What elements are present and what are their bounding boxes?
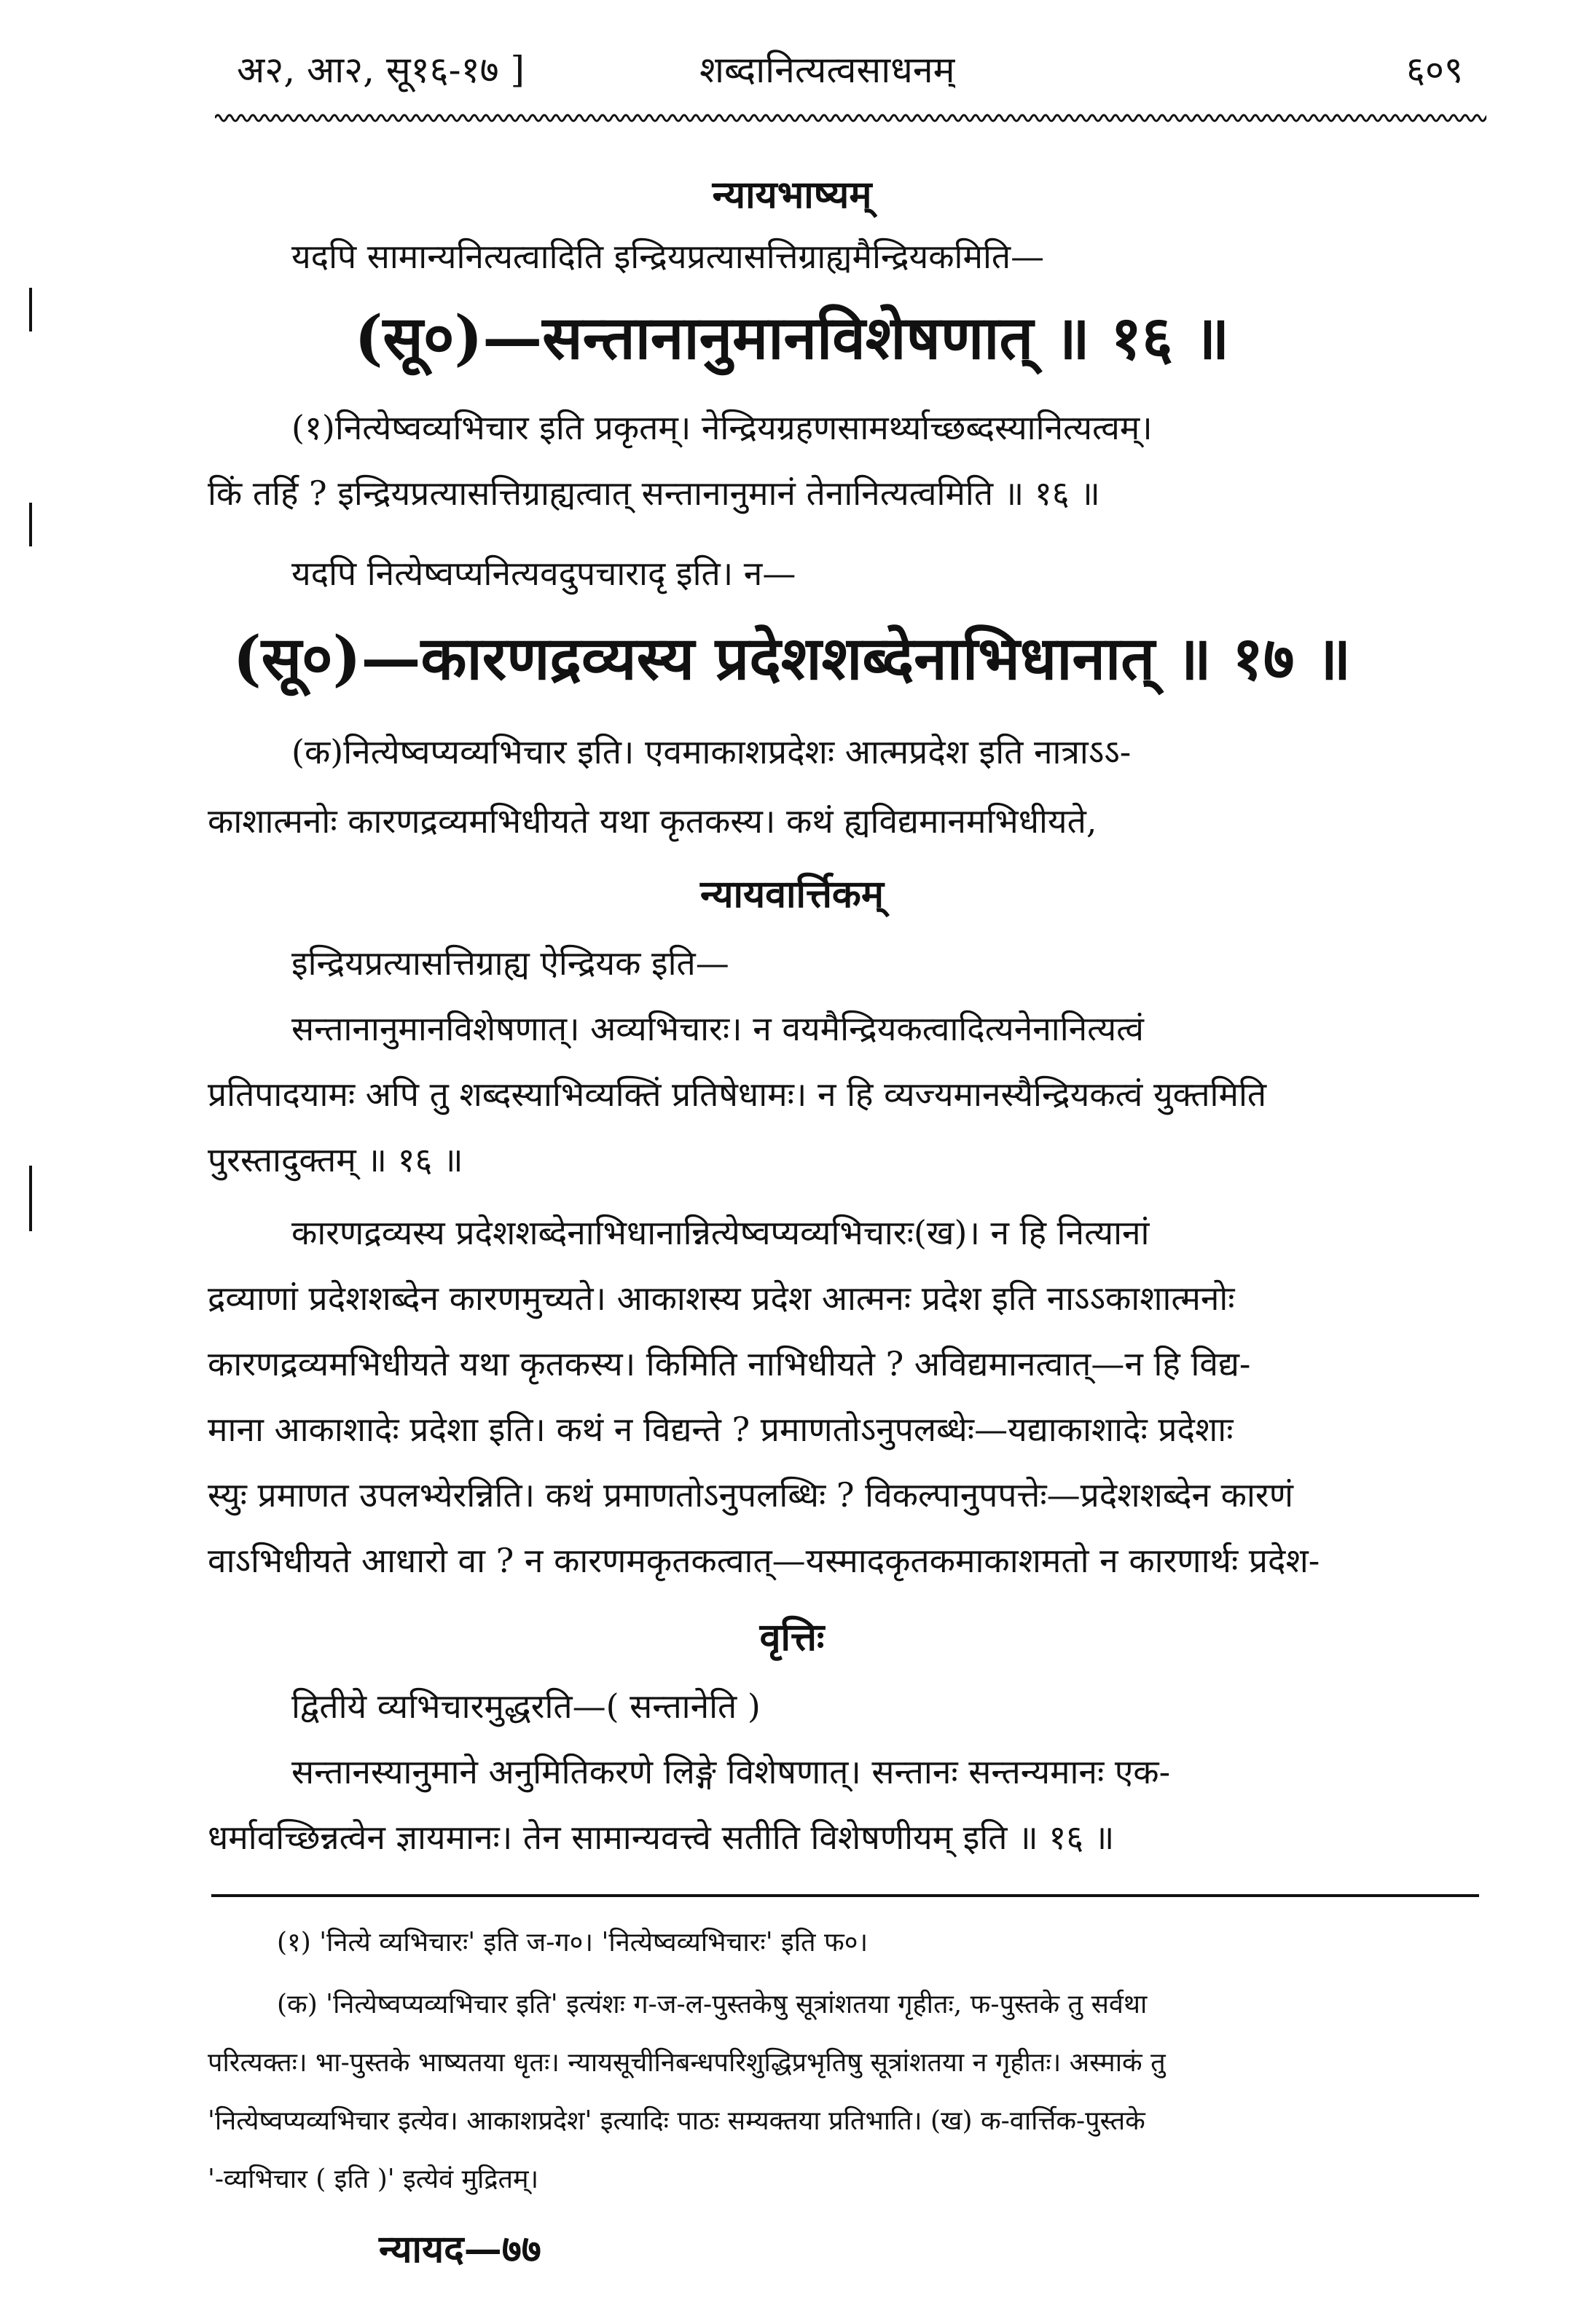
commentary-17-line-1: (क)नित्येष्वप्यव्यभिचार इति। एवमाकाशप्रदेशः आत्मप्रदेश इति नात्राऽऽ- <box>291 732 1132 772</box>
footnote-k-line-4: '-व्यभिचार ( इति )' इत्येवं मुद्रितम्। <box>208 2164 539 2194</box>
varttika-line: कारणद्रव्यस्य प्रदेशशब्देनाभिधानान्नित्येष्वप्यव्यभिचारः(ख)। न हि नित्यानां <box>291 1213 1150 1252</box>
commentary-16-line-2: किं तर्हि ? इन्द्रियप्रत्यासत्तिग्राह्यत्वात् सन्तानानुमानं तेनानित्यत्वमिति ॥ १६ ॥ <box>208 474 1100 513</box>
varttika-line: इन्द्रियप्रत्यासत्तिग्राह्य ऐन्द्रियक इति— <box>291 943 729 983</box>
running-head-title: शब्दानित्यत्वसाधनम् <box>699 49 955 91</box>
varttika-line: प्रतिपादयामः अपि तु शब्दस्याभिव्यक्तिं प्रतिषेधामः। न हि व्यज्यमानस्यैन्द्रियकत्वं युक्तमिति <box>208 1075 1267 1114</box>
varttika-line: स्युः प्रमाणत उपलभ्येरन्निति। कथं प्रमाणतोऽनुपलब्धिः ? विकल्पानुपपत्तेः—प्रदेशशब्देन कारणं <box>208 1475 1293 1515</box>
vritti-line: सन्तानस्यानुमाने अनुमितिकरणे लिङ्गे विशेषणात्। सन्तानः सन्तन्यमानः एक- <box>291 1752 1171 1791</box>
varttika-line: माना आकाशादेः प्रदेशा इति। कथं न विद्यन्ते ? प्रमाणतोऽनुपलब्धेः—यद्याकाशादेः प्रदेशाः <box>208 1410 1234 1449</box>
sutra-16: (सू०)—सन्तानानुमानविशेषणात् ॥ १६ ॥ <box>354 303 1230 373</box>
margin-mark <box>29 1166 32 1231</box>
varttika-line: पुरस्तादुक्तम् ॥ १६ ॥ <box>208 1140 463 1179</box>
running-head-reference: अ२, आ२, सू१६-१७ ] <box>237 49 525 91</box>
footnote-k-line-1: (क) 'नित्येष्वप्यव्यभिचार इति' इत्यंशः ग-ज-ल-पुस्तकेषु सूत्रांशतया गृहीतः, फ-पुस्तके तु सर्वथा <box>277 1990 1148 2019</box>
vritti-line: धर्मावच्छिन्नत्वेन ज्ञायमानः। तेन सामान्यवत्त्वे सतीति विशेषणीयम् इति ॥ १६ ॥ <box>208 1818 1115 1857</box>
margin-mark <box>29 503 32 546</box>
footnote-k-line-2: परित्यक्तः। भा-पुस्तके भाष्यतया धृतः। न्यायसूचीनिबन्धपरिशुद्धिप्रभृतिषु सूत्रांशतया न गृहीतः। अस्माकं तु <box>208 2048 1166 2078</box>
varttika-heading: न्यायवार्त्तिकम् <box>700 872 884 916</box>
footnote-k-line-3: 'नित्येष्वप्यव्यभिचार इत्येव। आकाशप्रदेश' इत्यादिः पाठः सम्यक्तया प्रतिभाति। (ख) क-वार्त्तिक-पुस्तके <box>208 2106 1145 2136</box>
intro-16: यदपि सामान्यनित्यत्वादिति इन्द्रियप्रत्यासत्तिग्राह्यमैन्द्रियकमिति— <box>291 237 1045 276</box>
page-number: ६०९ <box>1406 49 1463 91</box>
bhashya-heading: न्यायभाष्यम् <box>712 173 872 217</box>
signature-mark: न्यायद—७७ <box>379 2227 541 2272</box>
varttika-line: कारणद्रव्यमभिधीयते यथा कृतकस्य। किमिति नाभिधीयते ? अविद्यमानत्वात्—न हि विद्य- <box>208 1344 1251 1383</box>
vritti-line: द्वितीये व्यभिचारमुद्धरति—( सन्तानेति ) <box>291 1687 761 1726</box>
commentary-16-line-1: (१)नित्येष्वव्यभिचार इति प्रकृतम्। नेन्द्रियग्रहणसामर्थ्याच्छब्दस्यानित्यत्वम्। <box>291 408 1153 447</box>
varttika-line: सन्तानानुमानविशेषणात्। अव्यभिचारः। न वयमैन्द्रियकत्वादित्यनेनानित्यत्वं <box>291 1009 1144 1048</box>
vritti-heading: वृत्तिः <box>759 1615 825 1660</box>
commentary-17-line-2: काशात्मनोः कारणद्रव्यमभिधीयते यथा कृतकस्य। कथं ह्यविद्यमानमभिधीयते, <box>208 801 1097 841</box>
header-wavy-rule <box>215 109 1486 127</box>
sutra-17: (सू०)—कारणद्रव्यस्य प्रदेशशब्देनाभिधानात् ॥ १७ ॥ <box>232 624 1352 694</box>
footnote-rule <box>211 1894 1479 1897</box>
varttika-line: वाऽभिधीयते आधारो वा ? न कारणमकृतकत्वात्—यस्मादकृतकमाकाशमतो न कारणार्थः प्रदेश- <box>208 1541 1320 1580</box>
varttika-line: द्रव्याणां प्रदेशशब्देन कारणमुच्यते। आकाशस्य प्रदेश आत्मनः प्रदेश इति नाऽऽकाशात्मनोः <box>208 1279 1235 1318</box>
intro-17: यदपि नित्येष्वप्यनित्यवदुपचारादृ इति। न— <box>291 554 796 593</box>
footnote-1: (१) 'नित्ये व्यभिचारः' इति ज-ग०। 'नित्येष्वव्यभिचारः' इति फ०। <box>277 1928 869 1958</box>
